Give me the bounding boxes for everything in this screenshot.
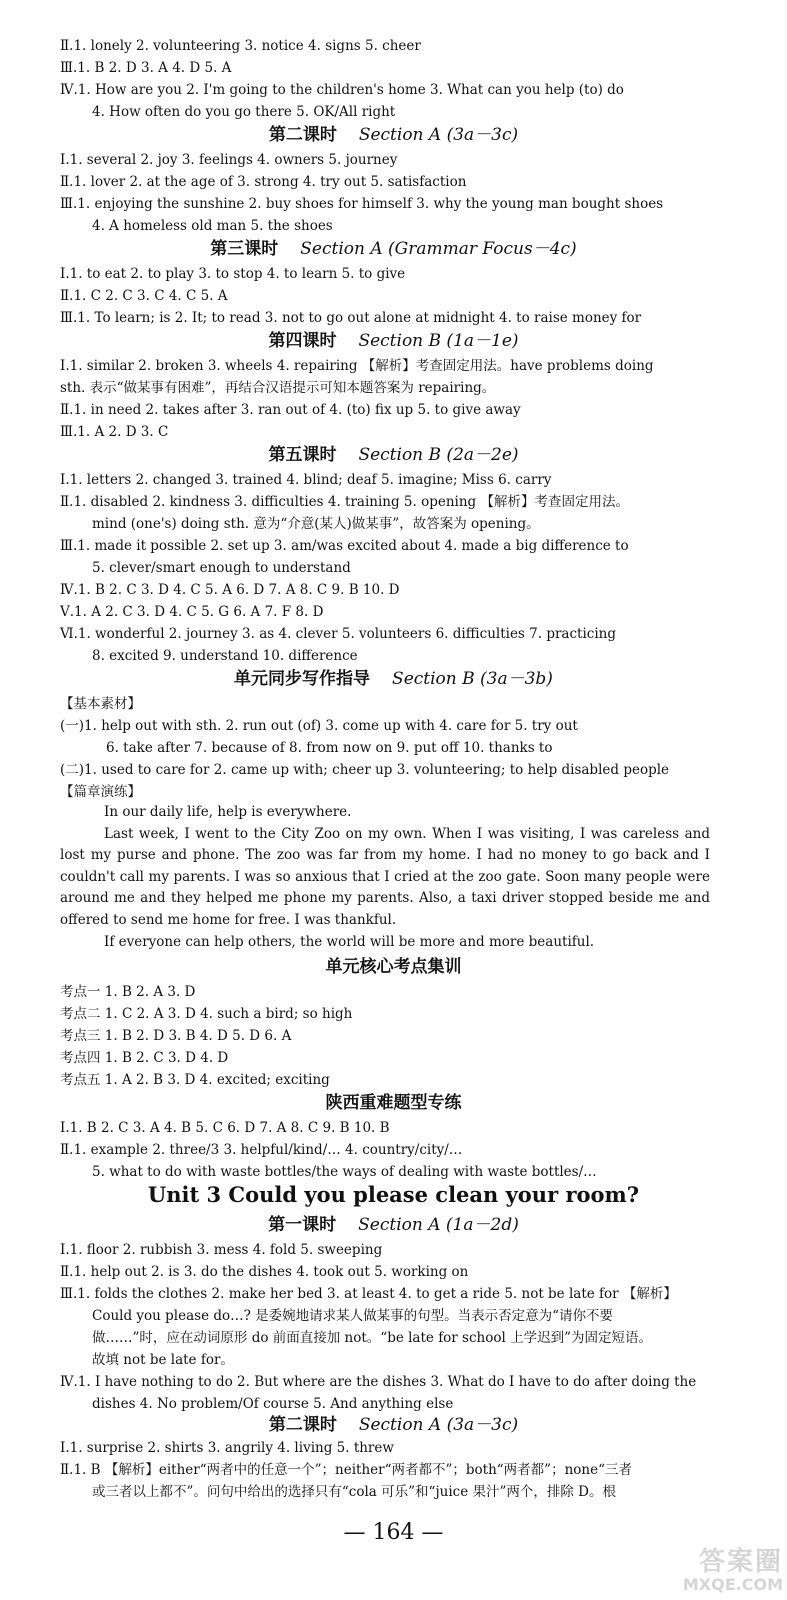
- lesson-heading: [0, 956, 787, 978]
- answer-line: 8. excited 9. understand 10. difference: [92, 648, 358, 664]
- answer-line: Ⅰ.1. similar 2. broken 3. wheels 4. repairing 【解析】考查固定用法。have problems doing: [60, 358, 654, 374]
- answer-line: sth. 表示“做某事有困难”，再结合汉语提示可知本题答案为 repairing。: [60, 380, 496, 396]
- lesson-heading: [0, 1414, 787, 1436]
- answer-line: Ⅱ.1. disabled 2. kindness 3. difficulties 4. training 5. opening 【解析】考查固定用法。: [60, 494, 629, 510]
- answer-line: Ⅲ.1. A 2. D 3. C: [60, 424, 169, 440]
- answer-line: 做……”时，应在动词原形 do 前面直接加 not。“be late for school 上学迟到”为固定短语。: [92, 1330, 653, 1346]
- answer-line: Ⅰ.1. several 2. joy 3. feelings 4. owners 5. journey: [60, 152, 398, 168]
- answer-line: Ⅲ.1. B 2. D 3. A 4. D 5. A: [60, 60, 232, 76]
- lesson-label: 陕西重难题型专练: [325, 1093, 462, 1113]
- answer-line: Ⅱ.1. lover 2. at the age of 3. strong 4. try out 5. satisfaction: [60, 174, 467, 190]
- lesson-section: Section A (1a－2d): [358, 1215, 519, 1235]
- answer-line: 6. take after 7. because of 8. from now on 9. put off 10. thanks to: [106, 740, 553, 756]
- answer-line: 5. clever/smart enough to understand: [92, 560, 351, 576]
- answer-line: Ⅲ.1. To learn; is 2. It; to read 3. not to go out alone at midnight 4. to raise money for: [60, 310, 642, 326]
- lesson-label: 第三课时: [210, 239, 279, 259]
- lesson-label: 第一课时: [268, 1215, 337, 1235]
- lesson-section: Section B (3a－3b): [392, 669, 553, 689]
- lesson-label: 第二课时: [268, 1415, 337, 1435]
- answer-line: Ⅰ.1. surprise 2. shirts 3. angrily 4. living 5. threw: [60, 1440, 394, 1456]
- lesson-section: Section A (3a－3c): [358, 125, 519, 145]
- answer-line: dishes 4. No problem/Of course 5. And anything else: [92, 1396, 454, 1412]
- answer-line: Ⅵ.1. wonderful 2. journey 3. as 4. clever 5. volunteers 6. difficulties 7. practicing: [60, 626, 616, 642]
- watermark-site-text: MXQE.COM: [682, 1575, 783, 1594]
- answer-line: 故填 not be late for。: [92, 1352, 234, 1368]
- lesson-heading: [0, 668, 787, 690]
- essay-paragraph: Last week, I went to the City Zoo on my own. When I was visiting, I was careless and lost my purse and phone. The zoo was far from my home. I had no money to go back and I couldn't call my parents. I was so anxious that I cried at the zoo gate. Soon many people were around me and they helped me phone my parents. Also, a taxi driver stopped beside me and offered to send me home for free. I was thankful.: [60, 825, 710, 928]
- answer-line: Ⅳ.1. B 2. C 3. D 4. C 5. A 6. D 7. A 8. C 9. B 10. D: [60, 582, 400, 598]
- lesson-heading: [0, 1092, 787, 1114]
- lesson-heading: [0, 1214, 787, 1236]
- answer-line: 考点二 1. C 2. A 3. D 4. such a bird; so high: [60, 1006, 353, 1022]
- lesson-section: Section B (2a－2e): [358, 445, 519, 465]
- watermark-logo: [633, 1548, 783, 1596]
- answer-line: Ⅱ.1. in need 2. takes after 3. ran out of 4. (to) fix up 5. to give away: [60, 402, 521, 418]
- unit-title: Unit 3 Could you please clean your room?: [147, 1182, 640, 1207]
- answer-line: Ⅱ.1. C 2. C 3. C 4. C 5. A: [60, 288, 228, 304]
- answer-line: Ⅱ.1. example 2. three/3 3. helpful/kind/… 4. country/city/…: [60, 1142, 463, 1158]
- answer-line: Ⅳ.1. I have nothing to do 2. But where are the dishes 3. What do I have to do after doing the: [60, 1374, 697, 1390]
- subsection-label: 【篇章演练】: [60, 784, 141, 800]
- lesson-label: 单元同步写作指导: [234, 669, 371, 689]
- answer-line: Ⅲ.1. folds the clothes 2. make her bed 3. at least 4. to get a ride 5. not be late for 【解析】: [60, 1286, 677, 1302]
- answer-line: Could you please do…? 是委婉地请求某人做某事的句型。当表示否定意为“请你不要: [92, 1308, 614, 1324]
- answer-line: Ⅰ.1. letters 2. changed 3. trained 4. blind; deaf 5. imagine; Miss 6. carry: [60, 472, 552, 488]
- lesson-heading: [0, 238, 787, 260]
- lesson-section: Section A (3a－3c): [358, 1415, 519, 1435]
- answer-line: 5. what to do with waste bottles/the ways of dealing with waste bottles/…: [92, 1164, 597, 1180]
- answer-line: 4. A homeless old man 5. the shoes: [92, 218, 333, 234]
- sample-essay: [60, 802, 710, 953]
- lesson-section: Section A (Grammar Focus－4c): [300, 239, 577, 259]
- page-number: — 164 —: [343, 1520, 444, 1545]
- answer-line: Ⅲ.1. enjoying the sunshine 2. buy shoes for himself 3. why the young man bought shoes: [60, 196, 664, 212]
- answer-line: 考点三 1. B 2. D 3. B 4. D 5. D 6. A: [60, 1028, 292, 1044]
- answer-line: 考点一 1. B 2. A 3. D: [60, 984, 196, 1000]
- watermark-logo-text: 答案圈: [698, 1547, 783, 1577]
- answer-line: Ⅴ.1. A 2. C 3. D 4. C 5. G 6. A 7. F 8. D: [60, 604, 324, 620]
- lesson-heading: [0, 330, 787, 352]
- answer-line: 考点四 1. B 2. C 3. D 4. D: [60, 1050, 229, 1066]
- essay-paragraph: If everyone can help others, the world will be more and more beautiful.: [104, 933, 595, 950]
- lesson-label: 第二课时: [268, 125, 337, 145]
- answer-line: Ⅰ.1. B 2. C 3. A 4. B 5. C 6. D 7. A 8. C 9. B 10. B: [60, 1120, 390, 1136]
- answer-line: Ⅱ.1. B 【解析】either“两者中的任意一个”；neither“两者都不”；both“两者都”；none“三者: [60, 1462, 632, 1478]
- answer-line: Ⅱ.1. lonely 2. volunteering 3. notice 4. signs 5. cheer: [60, 38, 421, 54]
- answer-line: Ⅰ.1. to eat 2. to play 3. to stop 4. to learn 5. to give: [60, 266, 406, 282]
- answer-line: Ⅳ.1. How are you 2. I'm going to the children's home 3. What can you help (to) do: [60, 82, 624, 98]
- answer-line: mind (one's) doing sth. 意为“介意(某人)做某事”，故答案为 opening。: [92, 516, 540, 532]
- lesson-heading: [0, 444, 787, 466]
- subsection-label: 【基本素材】: [60, 696, 141, 712]
- lesson-heading: [0, 124, 787, 146]
- essay-paragraph: In our daily life, help is everywhere.: [104, 804, 352, 820]
- answer-line: (二)1. used to care for 2. came up with; cheer up 3. volunteering; to help disabled people: [60, 762, 670, 778]
- answer-line: (一)1. help out with sth. 2. run out (of) 3. come up with 4. care for 5. try out: [60, 718, 578, 734]
- answer-line: 4. How often do you go there 5. OK/All right: [92, 104, 396, 120]
- answer-line: Ⅱ.1. help out 2. is 3. do the dishes 4. took out 5. working on: [60, 1264, 469, 1280]
- lesson-label: 单元核心考点集训: [325, 957, 462, 977]
- lesson-label: 第四课时: [268, 331, 337, 351]
- lesson-section: Section B (1a－1e): [358, 331, 519, 351]
- answer-line: Ⅰ.1. floor 2. rubbish 3. mess 4. fold 5. sweeping: [60, 1242, 383, 1258]
- answer-line: Ⅲ.1. made it possible 2. set up 3. am/was excited about 4. made a big difference to: [60, 538, 629, 554]
- answer-line: 或三者以上都不”。问句中给出的选择只有“cola 可乐”和“juice 果汁”两个，排除 D。根: [92, 1484, 617, 1500]
- lesson-label: 第五课时: [268, 445, 337, 465]
- answer-line: 考点五 1. A 2. B 3. D 4. excited; exciting: [60, 1072, 330, 1088]
